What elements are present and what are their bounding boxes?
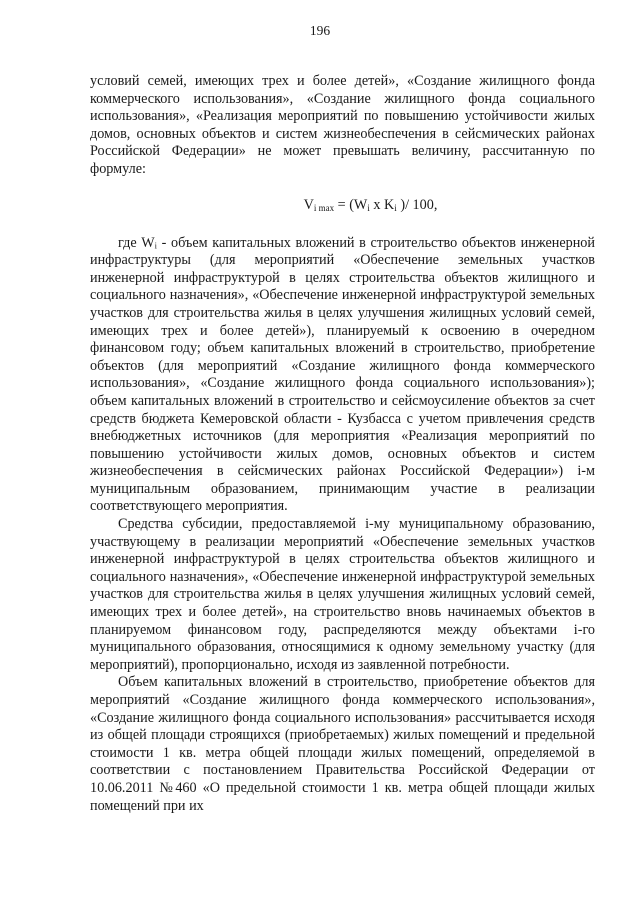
page-number: 196 — [309, 23, 331, 38]
formula-v: V — [303, 196, 314, 213]
formula-k-subscript: i — [394, 202, 397, 213]
paragraph-capital-investment: Объем капитальных вложений в строительство, приобретение объектов для мероприятий «Создание жилищного фонда коммерческого использования», «Создание жилищного фонда социального использования» рассчитывается исходя из общей площади строящихся (приобретаемых) жилых помещений и предельной стоимости 1 кв. метра общей площади жилых помещений, определяемой в соответствии с постановлением Правительства Российской Федерации от 10.06.2011 №460 «О предельной стоимости 1 кв. метра общей площади жилых помещений при их — [90, 674, 595, 814]
paragraph-subsidy-funds: Средства субсидии, предоставляемой i-му муниципальному образованию, участвующему в реализации мероприятий «Обеспечение земельных участков инженерной инфраструктурой в целях строительства объектов жилищного и социального назначения», «Обеспечение инженерной инфраструктурой земельных участков для строительства жилья в целях улучшения жилищных условий семей, имеющих трех и более детей», на строительство вновь начинаемых объектов в планируемом финансовом году, распределяются между объектами i-го муниципального образования, относящимися к одному земельному участку (для мероприятий), пропорционально, исходя из заявленной потребности. — [90, 516, 595, 673]
formula-tail: )/ 100, — [396, 196, 438, 213]
formula-w-subscript: i — [367, 202, 370, 213]
document-body — [90, 73, 595, 815]
paragraph-intro: условий семей, имеющих трех и более детей», «Создание жилищного фонда коммерческого использования», «Создание жилищного фонда социального использования», «Реализация мероприятий по повышению устойчивости жилых домов, основных объектов и систем жизнеобеспечения в сейсмических районах Российской Федерации» не может превышать величину, рассчитанную по формуле: — [90, 73, 595, 177]
paragraph-definition: где Wᵢ - объем капитальных вложений в строительство объектов инженерной инфраструктуры (для мероприятий «Обеспечение земельных участков инженерной инфраструктурой в целях строительства объектов жилищного и социального назначения», «Обеспечение инженерной инфраструктурой земельных участков для строительства жилья в целях улучшения жилищных условий семей, имеющих трех и более детей»), планируемый к освоению в очередном финансовом году; объем капитальных вложений в строительство, приобретение объектов (для мероприятий «Создание жилищного фонда коммерческого использования», «Создание жилищного фонда социального использования»); объем капитальных вложений в строительство и сейсмоусиление объектов за счет средств бюджета Кемеровской области - Кузбасса с учетом привлечения средств внебюджетных источников (для мероприятия «Реализация мероприятий по повышению устойчивости жилых домов, основных объектов и систем жизнеобеспечения в сейсмических районах Российской Федерации») i-м муниципальным образованием, принимающим участие в реализации соответствующего мероприятия. — [90, 234, 595, 515]
formula — [90, 196, 595, 214]
formula-times-k: x K — [369, 196, 395, 213]
formula-eq-open: = (W — [334, 196, 368, 213]
formula-v-subscript: i max — [313, 202, 335, 213]
